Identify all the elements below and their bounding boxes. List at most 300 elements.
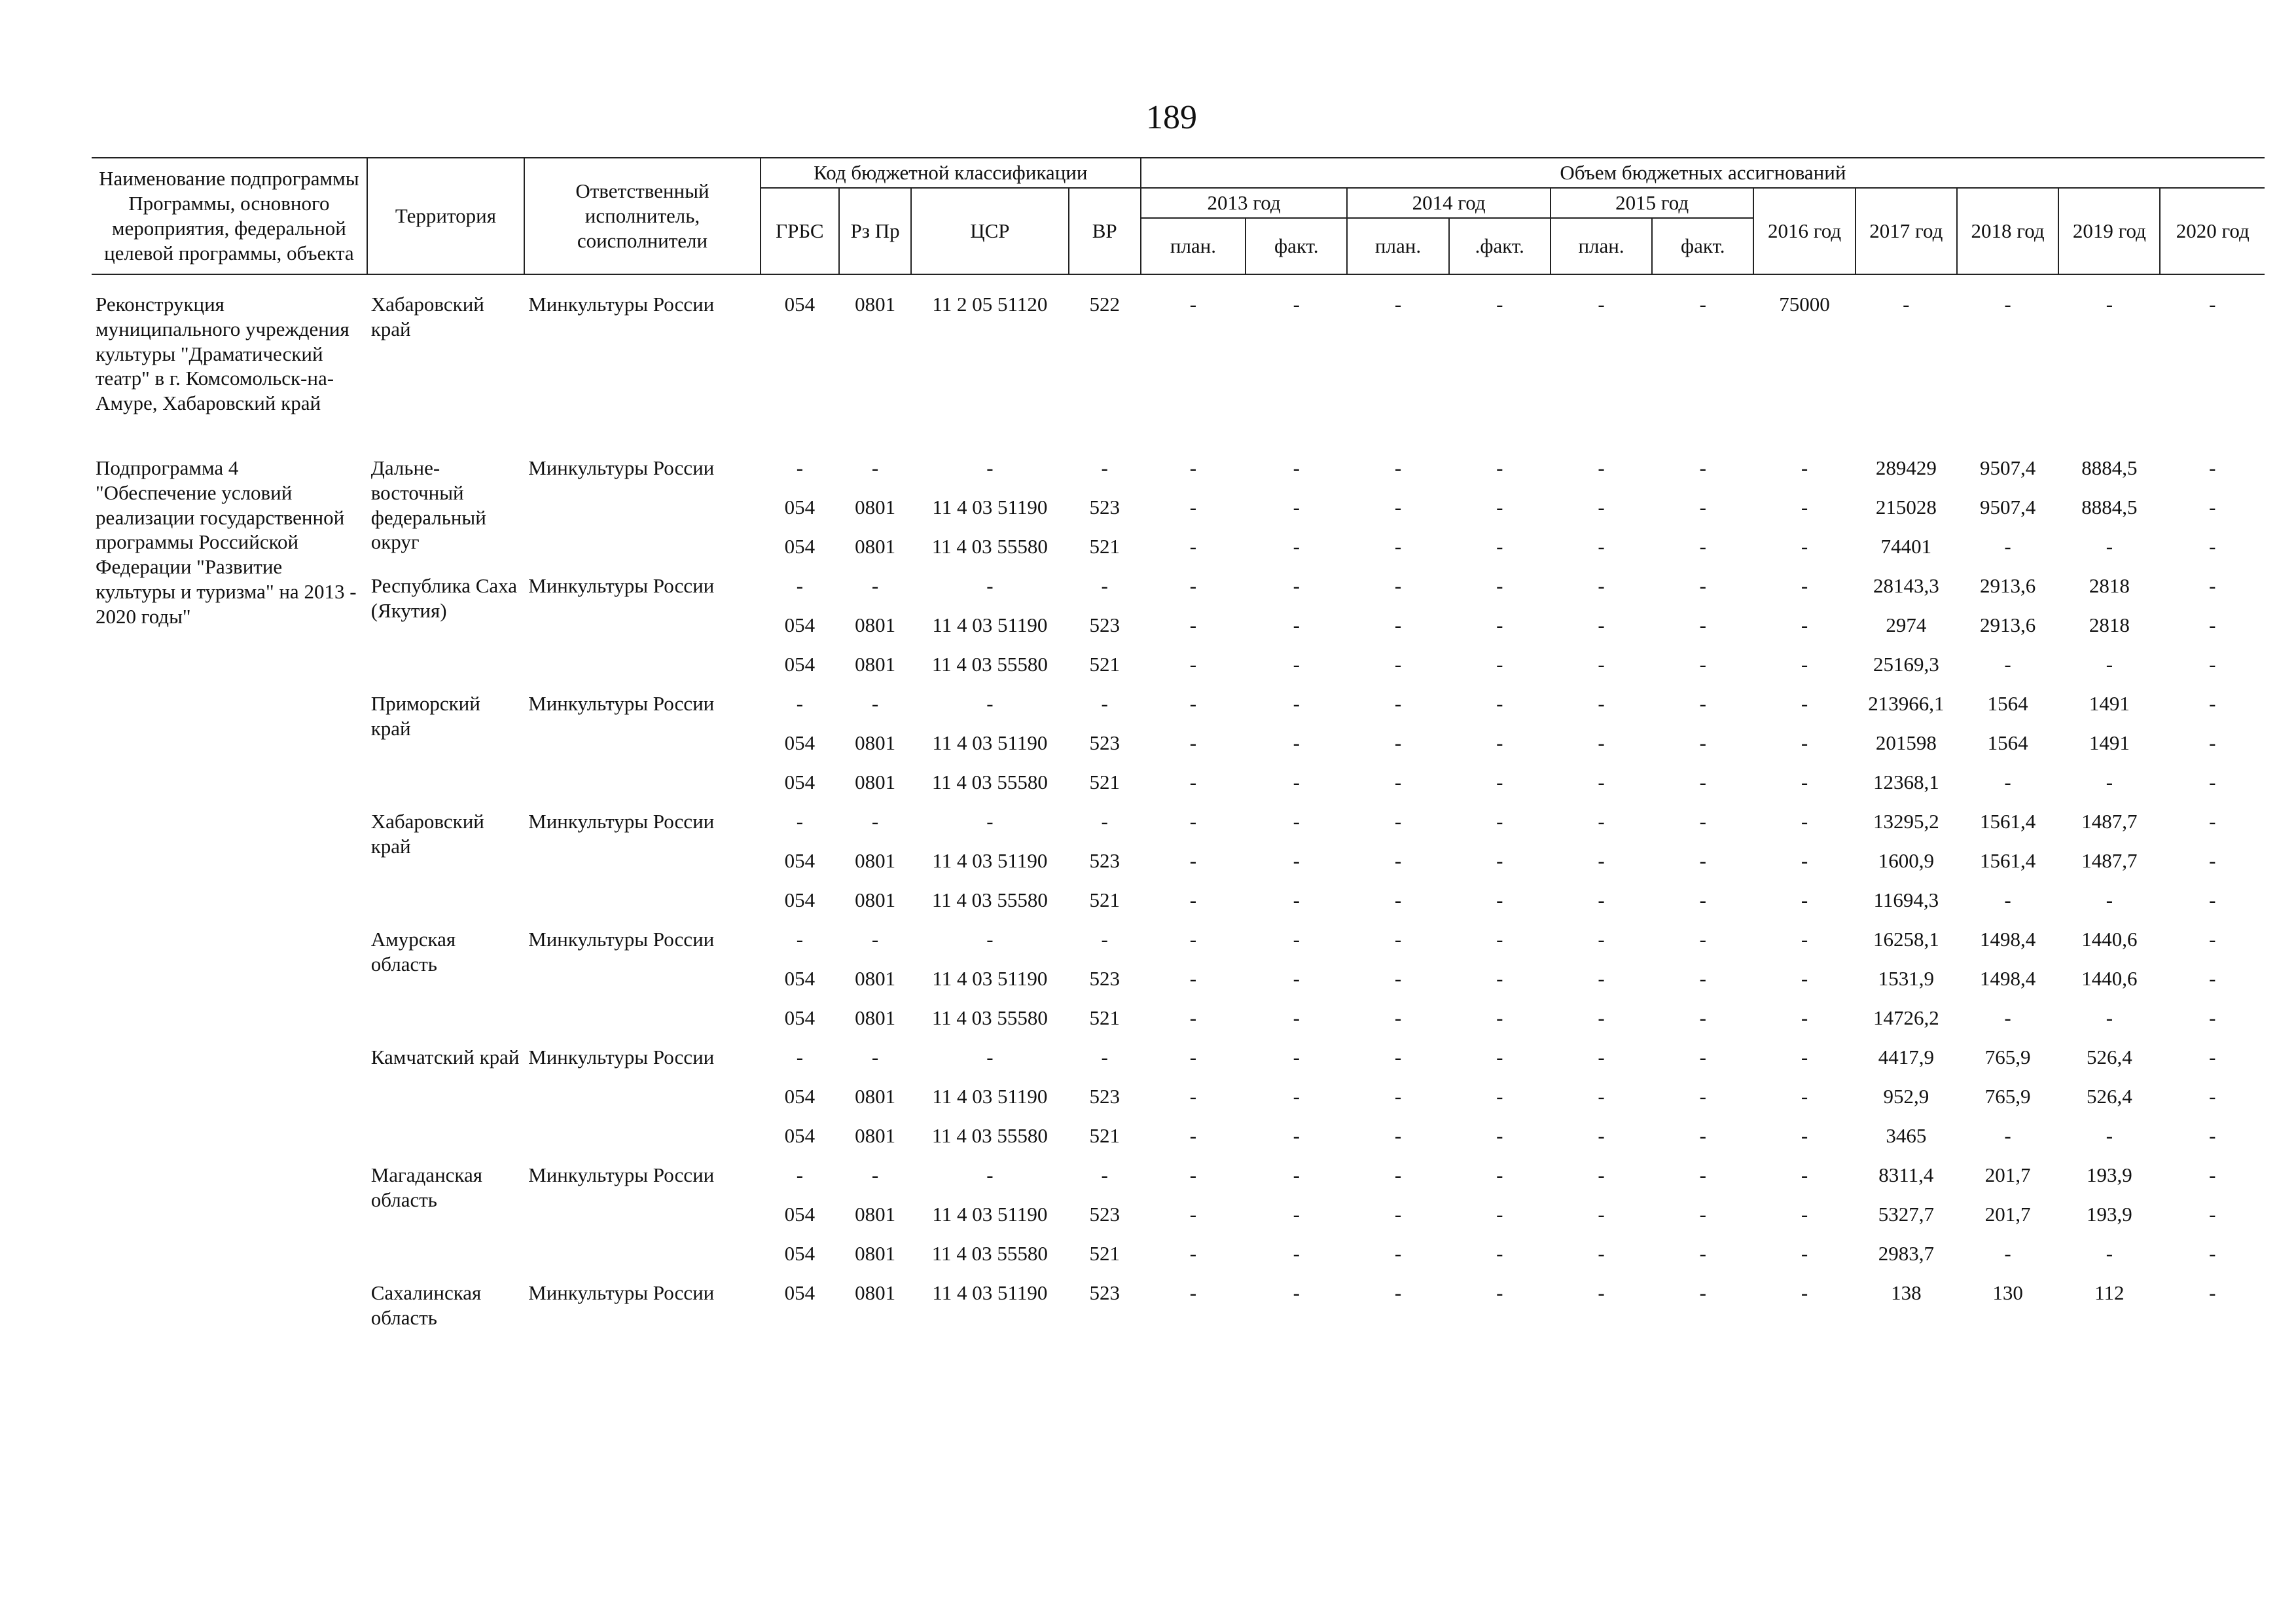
cell-fact-2014: - bbox=[1496, 1046, 1503, 1068]
cell-2017: 5327,7 bbox=[1878, 1203, 1934, 1226]
cell-2020: - bbox=[2209, 692, 2216, 715]
row-territory: Хабаровский край bbox=[370, 810, 484, 858]
cell-fact-2013: - bbox=[1293, 613, 1300, 636]
cell-plan-2014: - bbox=[1394, 771, 1402, 793]
cell-2017: 11694,3 bbox=[1873, 888, 1939, 911]
cell-fact-2014: - bbox=[1496, 293, 1503, 316]
budget-table bbox=[92, 157, 2265, 1330]
row-territory: Республика Саха (Якутия) bbox=[370, 574, 517, 622]
cell-grbs: 054 bbox=[784, 1281, 816, 1304]
cell-fact-2015: - bbox=[1699, 1085, 1706, 1108]
cell-2017: 8311,4 bbox=[1878, 1163, 1934, 1186]
cell-rzpr: - bbox=[871, 456, 879, 479]
cell-2020: - bbox=[2209, 771, 2216, 793]
cell-fact-2015: - bbox=[1699, 1203, 1706, 1226]
cell-plan-2015: - bbox=[1598, 1242, 1605, 1265]
cell-plan-2015: - bbox=[1598, 1046, 1605, 1068]
cell-2019: 8884,5 bbox=[2081, 496, 2138, 519]
cell-2020: - bbox=[2209, 731, 2216, 754]
cell-plan-2014: - bbox=[1394, 293, 1402, 316]
cell-2017: - bbox=[1903, 293, 1910, 316]
cell-2019: 1440,6 bbox=[2081, 967, 2138, 990]
cell-fact-2015: - bbox=[1699, 967, 1706, 990]
cell-fact-2013: - bbox=[1293, 692, 1300, 715]
cell-rzpr: 0801 bbox=[855, 1124, 896, 1147]
cell-2017: 1600,9 bbox=[1878, 849, 1934, 872]
cell-plan-2013: - bbox=[1189, 1242, 1197, 1265]
cell-fact-2013: - bbox=[1293, 1203, 1300, 1226]
cell-2017: 2974 bbox=[1886, 613, 1927, 636]
cell-rzpr: - bbox=[871, 1163, 879, 1186]
cell-2020: - bbox=[2209, 1124, 2216, 1147]
table-row bbox=[92, 292, 2265, 456]
cell-plan-2013: - bbox=[1189, 1281, 1197, 1304]
header-volume: Объем бюджетных ассигнований bbox=[1141, 158, 2265, 188]
cell-2017: 25169,3 bbox=[1873, 653, 1939, 676]
cell-rzpr: - bbox=[871, 810, 879, 833]
cell-2017: 138 bbox=[1891, 1281, 1922, 1304]
cell-csr: - bbox=[986, 1046, 994, 1068]
cell-2018: 1498,4 bbox=[1979, 928, 2036, 951]
cell-rzpr: 0801 bbox=[855, 1203, 896, 1226]
cell-fact-2015: - bbox=[1699, 849, 1706, 872]
header-fact-2014: .факт. bbox=[1449, 218, 1551, 274]
cell-plan-2015: - bbox=[1598, 810, 1605, 833]
cell-plan-2014: - bbox=[1394, 456, 1402, 479]
row-executor: Минкультуры России bbox=[528, 810, 715, 833]
cell-2018: 201,7 bbox=[1984, 1163, 2031, 1186]
cell-plan-2013: - bbox=[1189, 653, 1197, 676]
cell-fact-2013: - bbox=[1293, 1163, 1300, 1186]
cell-2017: 28143,3 bbox=[1873, 574, 1939, 597]
cell-plan-2013: - bbox=[1189, 967, 1197, 990]
cell-fact-2013: - bbox=[1293, 1046, 1300, 1068]
cell-grbs: 054 bbox=[784, 1006, 816, 1029]
table-row bbox=[92, 456, 2265, 495]
cell-fact-2013: - bbox=[1293, 574, 1300, 597]
header-fact-2015: факт. bbox=[1652, 218, 1753, 274]
cell-fact-2015: - bbox=[1699, 613, 1706, 636]
cell-plan-2013: - bbox=[1189, 1046, 1197, 1068]
cell-plan-2015: - bbox=[1598, 535, 1605, 558]
cell-plan-2013: - bbox=[1189, 928, 1197, 951]
cell-fact-2015: - bbox=[1699, 928, 1706, 951]
cell-2018: - bbox=[2004, 535, 2011, 558]
cell-grbs: - bbox=[796, 928, 804, 951]
cell-plan-2013: - bbox=[1189, 810, 1197, 833]
cell-plan-2013: - bbox=[1189, 293, 1197, 316]
cell-fact-2013: - bbox=[1293, 888, 1300, 911]
cell-csr: - bbox=[986, 810, 994, 833]
header-vr: ВР bbox=[1069, 188, 1141, 274]
cell-plan-2015: - bbox=[1598, 496, 1605, 519]
cell-2016: - bbox=[1801, 613, 1808, 636]
cell-rzpr: 0801 bbox=[855, 888, 896, 911]
cell-fact-2013: - bbox=[1293, 967, 1300, 990]
cell-vr: 523 bbox=[1089, 967, 1120, 990]
cell-plan-2015: - bbox=[1598, 849, 1605, 872]
cell-2018: - bbox=[2004, 771, 2011, 793]
cell-plan-2014: - bbox=[1394, 574, 1402, 597]
cell-2017: 3465 bbox=[1886, 1124, 1927, 1147]
header-year-2016: 2016 год bbox=[1753, 188, 1855, 274]
cell-plan-2013: - bbox=[1189, 613, 1197, 636]
cell-plan-2014: - bbox=[1394, 810, 1402, 833]
cell-fact-2014: - bbox=[1496, 653, 1503, 676]
cell-grbs: 054 bbox=[784, 496, 816, 519]
cell-fact-2014: - bbox=[1496, 888, 1503, 911]
cell-fact-2014: - bbox=[1496, 731, 1503, 754]
cell-plan-2013: - bbox=[1189, 574, 1197, 597]
cell-fact-2013: - bbox=[1293, 771, 1300, 793]
cell-2018: 9507,4 bbox=[1979, 496, 2036, 519]
cell-2019: 112 bbox=[2094, 1281, 2125, 1304]
cell-fact-2014: - bbox=[1496, 456, 1503, 479]
row-territory: Дальне-восточный федеральный округ bbox=[370, 456, 486, 554]
cell-2019: - bbox=[2106, 293, 2113, 316]
cell-2018: - bbox=[2004, 1006, 2011, 1029]
table-row bbox=[92, 691, 2265, 731]
cell-plan-2015: - bbox=[1598, 1124, 1605, 1147]
cell-fact-2015: - bbox=[1699, 1163, 1706, 1186]
cell-grbs: 054 bbox=[784, 535, 816, 558]
cell-plan-2014: - bbox=[1394, 535, 1402, 558]
cell-plan-2015: - bbox=[1598, 1085, 1605, 1108]
cell-fact-2014: - bbox=[1496, 1085, 1503, 1108]
cell-fact-2015: - bbox=[1699, 810, 1706, 833]
cell-grbs: - bbox=[796, 692, 804, 715]
cell-vr: 521 bbox=[1089, 653, 1120, 676]
cell-fact-2014: - bbox=[1496, 692, 1503, 715]
cell-fact-2015: - bbox=[1699, 574, 1706, 597]
row-territory: Камчатский край bbox=[370, 1046, 520, 1068]
row-executor: Минкультуры России bbox=[528, 456, 715, 479]
cell-plan-2014: - bbox=[1394, 613, 1402, 636]
cell-2019: 526,4 bbox=[2086, 1085, 2132, 1108]
cell-2016: - bbox=[1801, 535, 1808, 558]
cell-plan-2015: - bbox=[1598, 1163, 1605, 1186]
cell-2016: - bbox=[1801, 849, 1808, 872]
cell-fact-2014: - bbox=[1496, 535, 1503, 558]
cell-2020: - bbox=[2209, 456, 2216, 479]
cell-csr: 11 4 03 55580 bbox=[931, 1124, 1048, 1147]
cell-2016: 75000 bbox=[1779, 293, 1830, 316]
cell-vr: 521 bbox=[1089, 1242, 1120, 1265]
cell-fact-2013: - bbox=[1293, 810, 1300, 833]
cell-vr: - bbox=[1101, 574, 1108, 597]
cell-rzpr: 0801 bbox=[855, 496, 896, 519]
cell-2018: 1561,4 bbox=[1979, 810, 2036, 833]
cell-vr: - bbox=[1101, 1046, 1108, 1068]
cell-2017: 13295,2 bbox=[1873, 810, 1939, 833]
cell-plan-2013: - bbox=[1189, 888, 1197, 911]
cell-grbs: - bbox=[796, 574, 804, 597]
table-row bbox=[92, 927, 2265, 966]
cell-csr: 11 2 05 51120 bbox=[932, 293, 1048, 316]
cell-vr: 523 bbox=[1089, 1085, 1120, 1108]
cell-plan-2015: - bbox=[1598, 928, 1605, 951]
cell-plan-2014: - bbox=[1394, 888, 1402, 911]
cell-2017: 4417,9 bbox=[1878, 1046, 1934, 1068]
row-executor: Минкультуры России bbox=[528, 692, 715, 715]
cell-2016: - bbox=[1801, 928, 1808, 951]
row-executor: Минкультуры России bbox=[528, 1163, 715, 1186]
cell-fact-2014: - bbox=[1496, 1006, 1503, 1029]
cell-rzpr: 0801 bbox=[855, 1281, 896, 1304]
cell-plan-2015: - bbox=[1598, 653, 1605, 676]
cell-fact-2014: - bbox=[1496, 496, 1503, 519]
cell-2019: 8884,5 bbox=[2081, 456, 2138, 479]
cell-rzpr: 0801 bbox=[855, 1242, 896, 1265]
cell-2017: 14726,2 bbox=[1873, 1006, 1939, 1029]
table-row bbox=[92, 1281, 2265, 1330]
cell-plan-2013: - bbox=[1189, 456, 1197, 479]
cell-fact-2013: - bbox=[1293, 1281, 1300, 1304]
cell-vr: 521 bbox=[1089, 1006, 1120, 1029]
header-territory: Территория bbox=[367, 158, 524, 274]
cell-plan-2013: - bbox=[1189, 731, 1197, 754]
cell-grbs: 054 bbox=[784, 293, 816, 316]
cell-grbs: 054 bbox=[784, 1085, 816, 1108]
header-grbs: ГРБС bbox=[761, 188, 839, 274]
cell-2017: 213966,1 bbox=[1868, 692, 1945, 715]
cell-fact-2015: - bbox=[1699, 293, 1706, 316]
cell-fact-2014: - bbox=[1496, 771, 1503, 793]
cell-grbs: 054 bbox=[784, 888, 816, 911]
cell-fact-2015: - bbox=[1699, 1242, 1706, 1265]
cell-rzpr: 0801 bbox=[855, 849, 896, 872]
row-executor: Минкультуры России bbox=[528, 1281, 715, 1304]
header-plan-2014: план. bbox=[1347, 218, 1448, 274]
cell-2018: - bbox=[2004, 293, 2011, 316]
header-year-2015: 2015 год bbox=[1551, 188, 1754, 218]
cell-2020: - bbox=[2209, 1085, 2216, 1108]
row-name: Реконструкция муниципального учреждения культуры "Драматический театр" в г. Комсомольск-на-Амуре, Хабаровский край bbox=[96, 293, 350, 415]
cell-2019: 2818 bbox=[2089, 574, 2130, 597]
cell-grbs: 054 bbox=[784, 967, 816, 990]
cell-csr: 11 4 03 51190 bbox=[932, 496, 1048, 519]
cell-vr: - bbox=[1101, 810, 1108, 833]
cell-vr: - bbox=[1101, 1163, 1108, 1186]
cell-2018: 765,9 bbox=[1984, 1046, 2031, 1068]
cell-plan-2015: - bbox=[1598, 1006, 1605, 1029]
cell-2016: - bbox=[1801, 771, 1808, 793]
cell-fact-2013: - bbox=[1293, 928, 1300, 951]
cell-2020: - bbox=[2209, 535, 2216, 558]
cell-fact-2015: - bbox=[1699, 692, 1706, 715]
cell-2016: - bbox=[1801, 1281, 1808, 1304]
cell-vr: 523 bbox=[1089, 1203, 1120, 1226]
cell-2019: - bbox=[2106, 1006, 2113, 1029]
cell-2020: - bbox=[2209, 849, 2216, 872]
cell-vr: 522 bbox=[1089, 293, 1120, 316]
cell-2020: - bbox=[2209, 1046, 2216, 1068]
cell-rzpr: 0801 bbox=[855, 613, 896, 636]
cell-rzpr: 0801 bbox=[855, 535, 896, 558]
table-row bbox=[92, 574, 2265, 613]
cell-2020: - bbox=[2209, 967, 2216, 990]
cell-plan-2013: - bbox=[1189, 692, 1197, 715]
cell-2017: 16258,1 bbox=[1873, 928, 1939, 951]
cell-csr: 11 4 03 55580 bbox=[931, 653, 1048, 676]
cell-rzpr: 0801 bbox=[855, 771, 896, 793]
cell-2016: - bbox=[1801, 653, 1808, 676]
cell-vr: 523 bbox=[1089, 849, 1120, 872]
cell-2016: - bbox=[1801, 1203, 1808, 1226]
cell-plan-2013: - bbox=[1189, 1163, 1197, 1186]
cell-vr: 523 bbox=[1089, 613, 1120, 636]
cell-2016: - bbox=[1801, 967, 1808, 990]
cell-2018: - bbox=[2004, 1242, 2011, 1265]
cell-fact-2014: - bbox=[1496, 810, 1503, 833]
cell-2019: 1487,7 bbox=[2081, 810, 2138, 833]
cell-2020: - bbox=[2209, 293, 2216, 316]
cell-plan-2013: - bbox=[1189, 771, 1197, 793]
cell-rzpr: - bbox=[871, 928, 879, 951]
cell-2018: 2913,6 bbox=[1979, 574, 2036, 597]
cell-fact-2013: - bbox=[1293, 535, 1300, 558]
cell-plan-2014: - bbox=[1394, 496, 1402, 519]
header-year-2019: 2019 год bbox=[2058, 188, 2160, 274]
cell-2019: 1491 bbox=[2089, 731, 2130, 754]
cell-vr: 521 bbox=[1089, 535, 1120, 558]
header-year-2014: 2014 год bbox=[1347, 188, 1551, 218]
cell-fact-2013: - bbox=[1293, 1242, 1300, 1265]
cell-plan-2014: - bbox=[1394, 1124, 1402, 1147]
cell-csr: 11 4 03 51190 bbox=[932, 613, 1048, 636]
cell-plan-2014: - bbox=[1394, 731, 1402, 754]
cell-csr: 11 4 03 51190 bbox=[932, 1203, 1048, 1226]
header-year-2013: 2013 год bbox=[1141, 188, 1348, 218]
cell-fact-2013: - bbox=[1293, 1085, 1300, 1108]
cell-plan-2013: - bbox=[1189, 1085, 1197, 1108]
cell-plan-2014: - bbox=[1394, 1046, 1402, 1068]
cell-fact-2013: - bbox=[1293, 653, 1300, 676]
cell-2016: - bbox=[1801, 1046, 1808, 1068]
cell-vr: 523 bbox=[1089, 731, 1120, 754]
cell-vr: - bbox=[1101, 692, 1108, 715]
cell-2019: 193,9 bbox=[2086, 1163, 2132, 1186]
header-executor: Ответственный исполнитель, соисполнители bbox=[524, 158, 761, 274]
cell-grbs: 054 bbox=[784, 771, 816, 793]
cell-csr: 11 4 03 55580 bbox=[931, 1242, 1048, 1265]
cell-fact-2014: - bbox=[1496, 1281, 1503, 1304]
cell-2020: - bbox=[2209, 496, 2216, 519]
cell-csr: - bbox=[986, 928, 994, 951]
cell-grbs: 054 bbox=[784, 653, 816, 676]
cell-csr: 11 4 03 55580 bbox=[931, 1006, 1048, 1029]
cell-2020: - bbox=[2209, 1281, 2216, 1304]
cell-plan-2014: - bbox=[1394, 1085, 1402, 1108]
cell-2016: - bbox=[1801, 574, 1808, 597]
header-name: Наименование подпрограммы Программы, основного мероприятия, федеральной целевой программы, объекта bbox=[92, 158, 367, 274]
row-territory: Амурская область bbox=[370, 928, 456, 976]
cell-plan-2013: - bbox=[1189, 1203, 1197, 1226]
cell-plan-2014: - bbox=[1394, 692, 1402, 715]
subprogram-body bbox=[92, 456, 2265, 1330]
cell-2016: - bbox=[1801, 1124, 1808, 1147]
cell-2018: 765,9 bbox=[1984, 1085, 2031, 1108]
table-row bbox=[92, 1045, 2265, 1084]
row-executor: Минкультуры России bbox=[528, 928, 715, 951]
cell-2018: 1561,4 bbox=[1979, 849, 2036, 872]
header-year-2018: 2018 год bbox=[1957, 188, 2058, 274]
cell-plan-2013: - bbox=[1189, 535, 1197, 558]
row-territory: Приморский край bbox=[370, 692, 480, 740]
cell-fact-2014: - bbox=[1496, 928, 1503, 951]
cell-2018: - bbox=[2004, 653, 2011, 676]
cell-2016: - bbox=[1801, 1242, 1808, 1265]
row-territory: Магаданская область bbox=[370, 1163, 483, 1211]
cell-2017: 12368,1 bbox=[1873, 771, 1939, 793]
cell-plan-2014: - bbox=[1394, 1242, 1402, 1265]
cell-2016: - bbox=[1801, 456, 1808, 479]
cell-plan-2015: - bbox=[1598, 456, 1605, 479]
cell-2020: - bbox=[2209, 653, 2216, 676]
cell-fact-2013: - bbox=[1293, 456, 1300, 479]
cell-plan-2015: - bbox=[1598, 1203, 1605, 1226]
cell-fact-2015: - bbox=[1699, 496, 1706, 519]
cell-rzpr: 0801 bbox=[855, 967, 896, 990]
cell-2019: - bbox=[2106, 888, 2113, 911]
row-executor: Минкультуры России bbox=[528, 1046, 715, 1068]
header-plan-2013: план. bbox=[1141, 218, 1246, 274]
table-body bbox=[92, 274, 2265, 456]
cell-2018: 1564 bbox=[1987, 692, 2028, 715]
cell-plan-2013: - bbox=[1189, 1006, 1197, 1029]
table-header bbox=[92, 158, 2265, 274]
cell-2020: - bbox=[2209, 1242, 2216, 1265]
cell-grbs: 054 bbox=[784, 849, 816, 872]
header-rzpr: Рз Пр bbox=[839, 188, 911, 274]
cell-rzpr: 0801 bbox=[855, 293, 896, 316]
cell-plan-2015: - bbox=[1598, 293, 1605, 316]
cell-2020: - bbox=[2209, 613, 2216, 636]
cell-fact-2013: - bbox=[1293, 293, 1300, 316]
header-year-2017: 2017 год bbox=[1856, 188, 1957, 274]
cell-plan-2014: - bbox=[1394, 967, 1402, 990]
cell-plan-2015: - bbox=[1598, 613, 1605, 636]
cell-grbs: 054 bbox=[784, 1124, 816, 1147]
cell-2016: - bbox=[1801, 1006, 1808, 1029]
cell-csr: - bbox=[986, 574, 994, 597]
cell-plan-2013: - bbox=[1189, 849, 1197, 872]
cell-csr: - bbox=[986, 456, 994, 479]
row-territory: Сахалинская область bbox=[370, 1281, 482, 1329]
cell-grbs: 054 bbox=[784, 613, 816, 636]
cell-rzpr: 0801 bbox=[855, 1006, 896, 1029]
cell-fact-2014: - bbox=[1496, 967, 1503, 990]
cell-csr: 11 4 03 55580 bbox=[931, 771, 1048, 793]
cell-2020: - bbox=[2209, 574, 2216, 597]
row-executor: Минкультуры России bbox=[528, 293, 715, 316]
cell-fact-2013: - bbox=[1293, 1124, 1300, 1147]
cell-2020: - bbox=[2209, 810, 2216, 833]
cell-grbs: - bbox=[796, 810, 804, 833]
cell-fact-2014: - bbox=[1496, 1242, 1503, 1265]
cell-fact-2015: - bbox=[1699, 771, 1706, 793]
header-budget-code: Код бюджетной классификации bbox=[761, 158, 1141, 188]
page-number: 189 bbox=[1146, 99, 1197, 136]
cell-vr: 521 bbox=[1089, 888, 1120, 911]
cell-csr: - bbox=[986, 1163, 994, 1186]
cell-fact-2015: - bbox=[1699, 456, 1706, 479]
cell-fact-2013: - bbox=[1293, 496, 1300, 519]
cell-fact-2015: - bbox=[1699, 1281, 1706, 1304]
cell-plan-2013: - bbox=[1189, 496, 1197, 519]
row-executor: Минкультуры России bbox=[528, 574, 715, 597]
cell-2017: 74401 bbox=[1880, 535, 1932, 558]
